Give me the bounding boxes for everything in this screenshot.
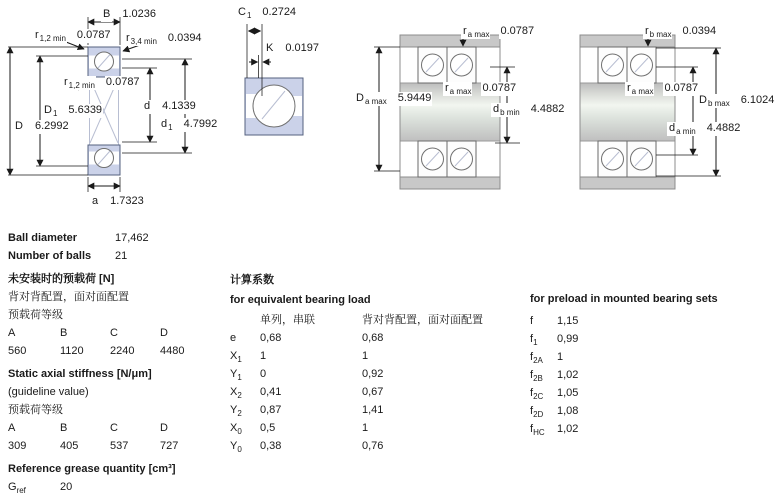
fig3-bearing-pair-bottom — [418, 141, 476, 177]
dim-da-min: $d_{a min}$ 4.4882 — [669, 122, 741, 137]
factor-row-f2c: $f_{2C}$ 1,05 — [530, 387, 579, 402]
calc-row-y2: $Y_2$ 0,87 1,41 — [230, 404, 384, 419]
dim-D: D 6.2992 — [13, 120, 70, 134]
dim-ra-max-mid: $r_{a max}$ 0.0787 — [445, 82, 517, 97]
stiffness-class-a: A — [8, 422, 16, 434]
number-of-balls-row — [8, 247, 226, 265]
fig3-housing-bottom — [400, 177, 500, 189]
dim-d: d 4.1339 — [142, 100, 197, 114]
stiffness-class-d: D — [160, 422, 168, 434]
calc-title: 计算系数 — [230, 274, 274, 286]
calc-factors-column — [230, 271, 525, 455]
preload-class-b: B — [60, 327, 68, 339]
preload-table — [8, 324, 226, 360]
factor-row-f2d: $f_{2D}$ 1,08 — [530, 405, 579, 420]
dim-db-min: $d_{b min}$ 4.4882 — [493, 103, 565, 118]
fig2-ring — [245, 78, 303, 135]
stiffness-class-label: 预载荷等级 — [8, 404, 63, 416]
left-data-column — [8, 229, 226, 495]
stiffness-value-d: 727 — [160, 440, 179, 452]
dim-rb-max: $r_{b max}$ 0.0394 — [645, 25, 717, 40]
preload-value-d: 4480 — [160, 345, 185, 357]
grease-title: Reference grease quantity [cm³] — [8, 463, 176, 475]
dim-r34: $r_{3,4 min}$ 0.0394 — [126, 32, 202, 47]
fig3-bearing-pair-top — [418, 47, 476, 83]
dim-B: B 1.0236 — [101, 8, 157, 22]
dim-r12-mid: $r_{1,2 min}$ 0.0787 — [64, 76, 140, 91]
stiffness-table — [8, 419, 226, 455]
calc-row-x2: $X_2$ 0,41 0,67 — [230, 386, 384, 401]
grease-row — [8, 478, 226, 495]
stiffness-value-b: 405 — [60, 440, 79, 452]
dim-Db-max: $D_{b max}$ 6.1024 — [699, 94, 775, 109]
grease-value: 20 — [60, 481, 73, 493]
dim-ra-max-top: $r_{a max}$ 0.0787 — [463, 25, 535, 40]
stiffness-class-b: B — [60, 422, 68, 434]
fig2-bearing-section — [225, 0, 340, 150]
preload-title: 未安装时的预载荷 [N] — [8, 273, 115, 285]
dim-D1: $D_1$ 5.6339 — [44, 104, 103, 119]
ball-diameter-value: 17,462 — [115, 232, 149, 244]
fig4-bearing-pair-top — [598, 47, 656, 83]
dim-K: K 0.0197 — [264, 42, 320, 56]
fig1-bottom-section — [88, 145, 120, 175]
preload-class-d: D — [160, 327, 168, 339]
factor-row-f2b: $f_{2B}$ 1,02 — [530, 369, 579, 384]
dim-Da-max: $D_{a max}$ 5.9449 — [356, 92, 432, 107]
fig4-duplex-mounting — [560, 15, 781, 205]
stiffness-subtitle: (guideline value) — [8, 386, 89, 398]
calc-header-row — [230, 311, 525, 329]
factor-row-f2a: $f_{2A}$ 1 — [530, 351, 564, 366]
dim-d1: $d_1$ 4.7992 — [161, 118, 218, 133]
stiffness-value-c: 537 — [110, 440, 129, 452]
preload-subtitle: 背对背配置，面对面配置 — [8, 291, 129, 303]
dim-ra-max-fig4: $r_{a max}$ 0.0787 — [627, 82, 699, 97]
calc-row-x1: $X_1$ 1 1 — [230, 350, 369, 365]
preload-class-label: 预载荷等级 — [8, 309, 63, 321]
factor-row-f1: $f_1$ 0,99 — [530, 333, 579, 348]
preload-value-a: 560 — [8, 345, 27, 357]
preload-factors-column — [530, 290, 775, 438]
fig4-bearing-pair-bottom — [598, 141, 656, 177]
ball-diameter-label: Ball diameter — [8, 232, 78, 244]
preload-factors-title: for preload in mounted bearing sets — [530, 293, 718, 305]
calc-row-e: e 0,68 0,68 — [230, 332, 384, 344]
calc-row-y1: $Y_1$ 0 0,92 — [230, 368, 384, 383]
calc-row-x0: $X_0$ 0,5 1 — [230, 422, 369, 437]
number-of-balls-label: Number of balls — [8, 250, 92, 262]
stiffness-title: Static axial stiffness [N/μm] — [8, 368, 152, 380]
stiffness-class-c: C — [110, 422, 118, 434]
dim-r12-top: $r_{1,2 min}$ 0.0787 — [35, 29, 111, 44]
preload-class-c: C — [110, 327, 118, 339]
preload-value-b: 1120 — [60, 345, 84, 357]
dim-C1: $C_1$ 0.2724 — [238, 6, 297, 21]
fig1-top-section — [88, 47, 120, 77]
number-of-balls-value: 21 — [115, 250, 128, 262]
dim-a: a 1.7323 — [90, 195, 145, 209]
equiv-load-title: for equivalent bearing load — [230, 294, 371, 306]
ball-diameter-row — [8, 229, 226, 247]
calc-col1-header: 单列，串联 — [260, 314, 315, 326]
stiffness-value-a: 309 — [8, 440, 27, 452]
factor-row-fhc: $f_{HC}$ 1,02 — [530, 423, 579, 438]
preload-value-c: 2240 — [110, 345, 135, 357]
grease-label: $G_{ref}$ — [8, 481, 26, 495]
fig4-housing-bottom — [580, 177, 675, 189]
preload-class-a: A — [8, 327, 16, 339]
calc-col2-header: 背对背配置，面对面配置 — [362, 314, 483, 326]
calc-row-y0: $Y_0$ 0,38 0,76 — [230, 440, 384, 455]
factor-row-f: f 1,15 — [530, 315, 579, 327]
